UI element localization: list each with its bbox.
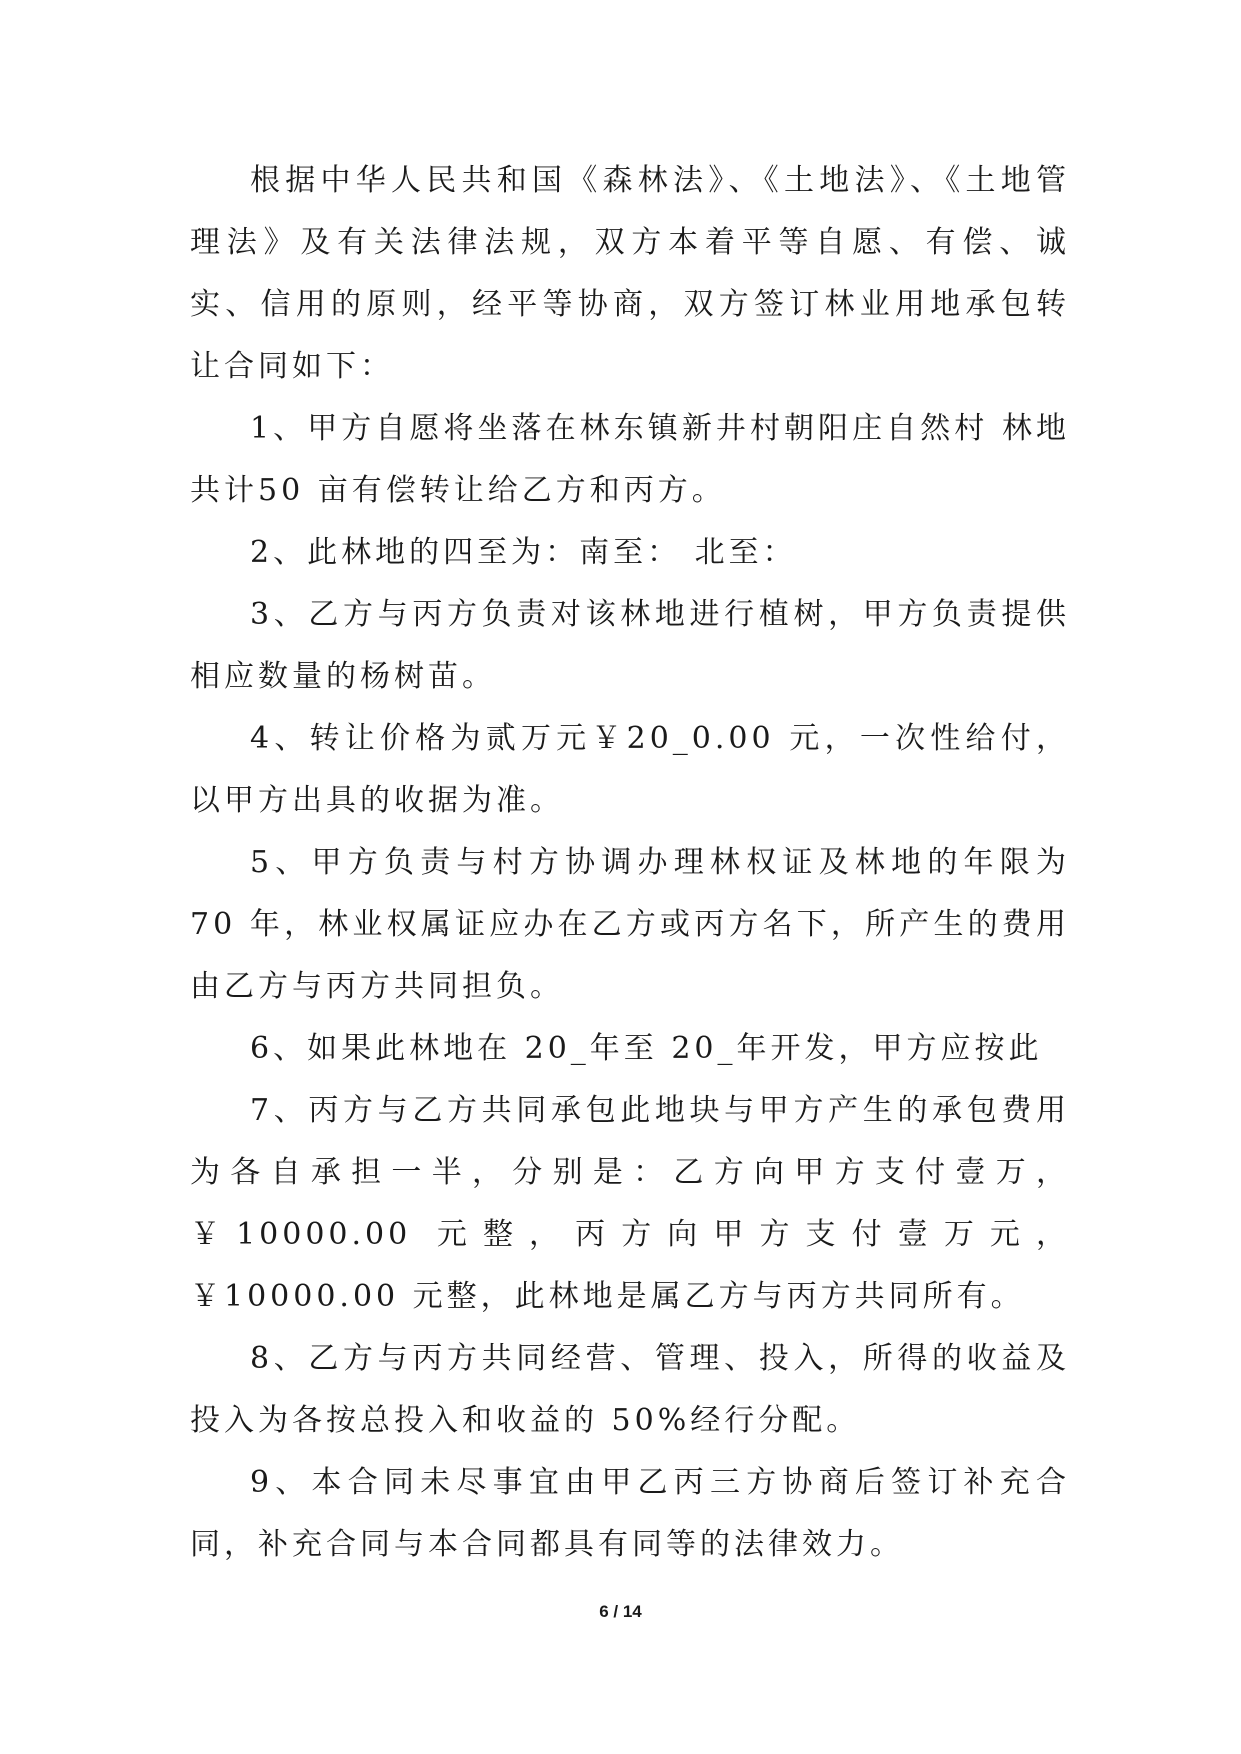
paragraph-clause-4: 4、转让价格为贰万元￥20_0.00 元，一次性给付，以甲方出具的收据为准。 [190,721,1070,818]
paragraph-clause-8: 8、乙方与丙方共同经营、管理、投入，所得的收益及投入为各按总投入和收益的 50%经行分配。 [190,1341,1070,1438]
paragraph-clause-1: 1、甲方自愿将坐落在林东镇新井村朝阳庄自然村 林地共计50 亩有偿转让给乙方和丙方。 [190,411,1070,508]
paragraph-clause-2: 2、此林地的四至为：南至： 北至： [250,535,797,570]
contract-body [190,150,1070,1576]
paragraph-clause-3: 3、乙方与丙方负责对该林地进行植树，甲方负责提供相应数量的杨树苗。 [190,597,1070,694]
page-number: 6 / 14 [599,1602,642,1621]
paragraph-clause-9: 9、本合同未尽事宜由甲乙丙三方协商后签订补充合同，补充合同与本合同都具有同等的法律效力。 [190,1465,1070,1562]
paragraph-intro: 根据中华人民共和国《森林法》、《土地法》、《土地管理法》及有关法律法规，双方本着平等自愿、有偿、诚实、信用的原则，经平等协商，双方签订林业用地承包转让合同如下： [190,163,1070,384]
paragraph-clause-5: 5、甲方负责与村方协调办理林权证及林地的年限为 70 年，林业权属证应办在乙方或丙方名下，所产生的费用由乙方与丙方共同担负。 [190,845,1070,1004]
paragraph-clause-7: 7、丙方与乙方共同承包此地块与甲方产生的承包费用为各自承担一半，分别是：乙方向甲方支付壹万，￥10000.00 元整，丙方向甲方支付壹万元，￥10000.00 元整，此林地是属乙方与丙方共同所有。 [190,1093,1070,1314]
paragraph-clause-6: 6、如果此林地在 20_年至 20_年开发，甲方应按此 [250,1031,1043,1066]
